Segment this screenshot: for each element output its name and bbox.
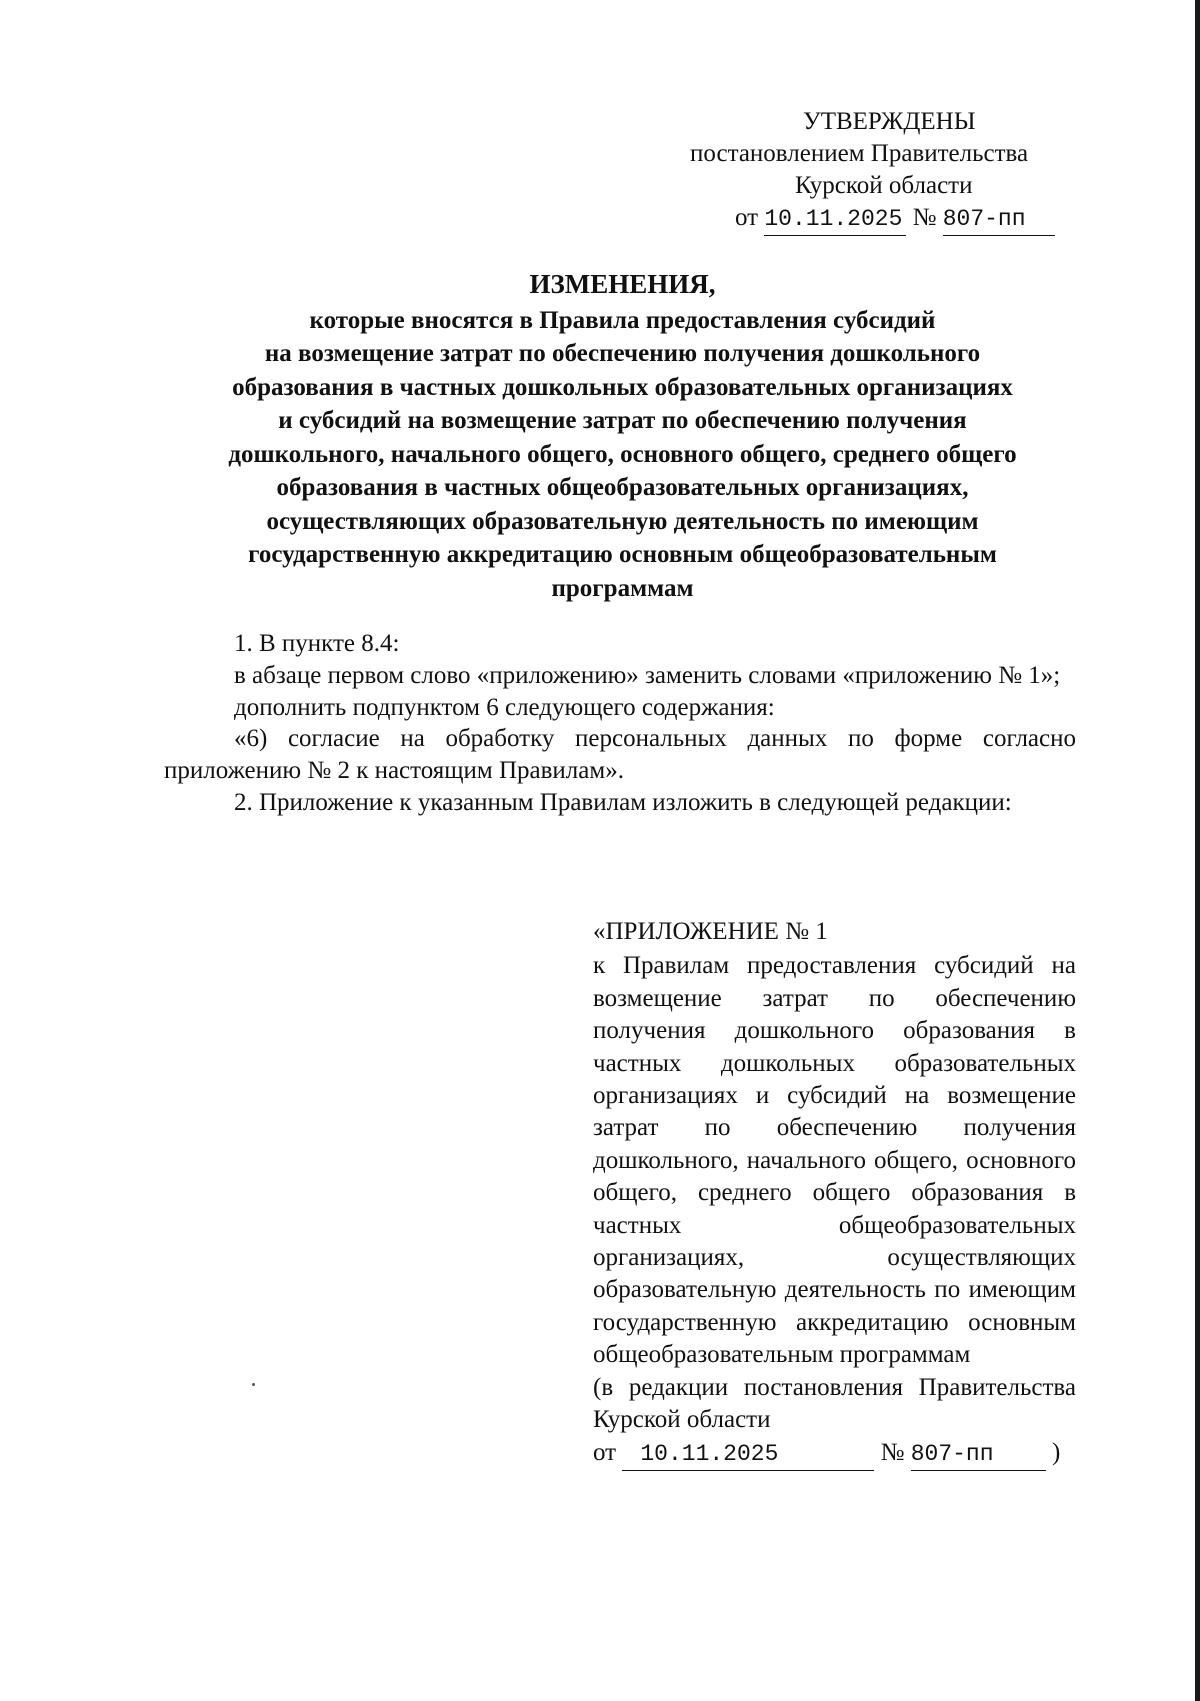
- paragraph-subitem-6: «6) согласие на обработку персональных данных по форме согласно приложению № 2 к настоящим Правилам».: [164, 725, 1076, 785]
- title-line: программам: [551, 574, 694, 602]
- approval-date-line: [680, 202, 1080, 236]
- appendix-date: 10.11.2025: [622, 1438, 874, 1471]
- title-line: осуществляющих образовательную деятельность по имеющим: [266, 507, 979, 535]
- paragraph-replace-word: в абзаце первом слово «приложению» заменить словами «приложению № 1»;: [234, 661, 1061, 689]
- approval-date: 10.11.2025: [764, 203, 906, 236]
- appendix-number: 807-пп: [911, 1438, 1046, 1471]
- document-body: [164, 628, 1076, 819]
- appendix-date-line: [593, 1437, 1076, 1471]
- title-line: образования в частных дошкольных образовательных организациях: [232, 373, 1013, 401]
- title-line: на возмещение затрат по обеспечению получения дошкольного: [264, 340, 981, 367]
- approval-number-label: №: [912, 204, 937, 231]
- paragraph-item-1: 1. В пункте 8.4:: [234, 630, 400, 657]
- approval-block: [680, 106, 1080, 236]
- appendix-edition: (в редакции постановления Правительства Курской области: [593, 1373, 1076, 1434]
- title-main: ИЗМЕНЕНИЯ,: [529, 269, 716, 299]
- title-line: которые вносятся в Правила предоставления субсидий: [309, 306, 936, 334]
- approval-from-label: от: [735, 204, 759, 231]
- title-line: образования в частных общеобразовательных организациях,: [276, 474, 969, 501]
- title-line: и субсидий на возмещение затрат по обеспечению получения: [278, 407, 967, 434]
- approval-resolution-line: постановлением Правительства: [690, 140, 1029, 167]
- approval-region-line: Курской области: [795, 172, 973, 199]
- appendix-from-label: от: [593, 1438, 617, 1466]
- appendix-heading: «ПРИЛОЖЕНИЕ № 1: [593, 918, 828, 945]
- paragraph-item-2: 2. Приложение к указанным Правилам изложить в следующей редакции:: [234, 788, 1012, 816]
- approval-heading: УТВЕРЖДЕНЫ: [803, 108, 976, 135]
- scan-speck: [252, 1383, 255, 1386]
- approval-number: 807-пп: [943, 203, 1055, 236]
- title-line: дошкольного, начального общего, основного общего, среднего общего: [228, 440, 1017, 468]
- appendix-text: к Правилам предоставления субсидий на возмещение затрат по обеспечению получения дошкольного образования в частных дошкольных образовательных организациях и субсидий на возмещение затрат по обеспечению получения дошкольного, начального общего, основного общего, среднего общего образования в частных общеобразовательных организациях, осуществляющих образовательную деятельность по имеющим государственную аккредитацию основным общеобразовательным программам: [593, 952, 1076, 1369]
- document-title: [160, 268, 1085, 605]
- appendix-close-paren: ): [1051, 1438, 1061, 1466]
- appendix-number-label: №: [880, 1438, 905, 1466]
- scan-edge: [1195, 0, 1200, 1701]
- paragraph-add-subitem: дополнить подпунктом 6 следующего содержания:: [234, 693, 775, 721]
- appendix-block: [593, 916, 1076, 1471]
- title-line: государственную аккредитацию основным общеобразовательным: [248, 541, 997, 568]
